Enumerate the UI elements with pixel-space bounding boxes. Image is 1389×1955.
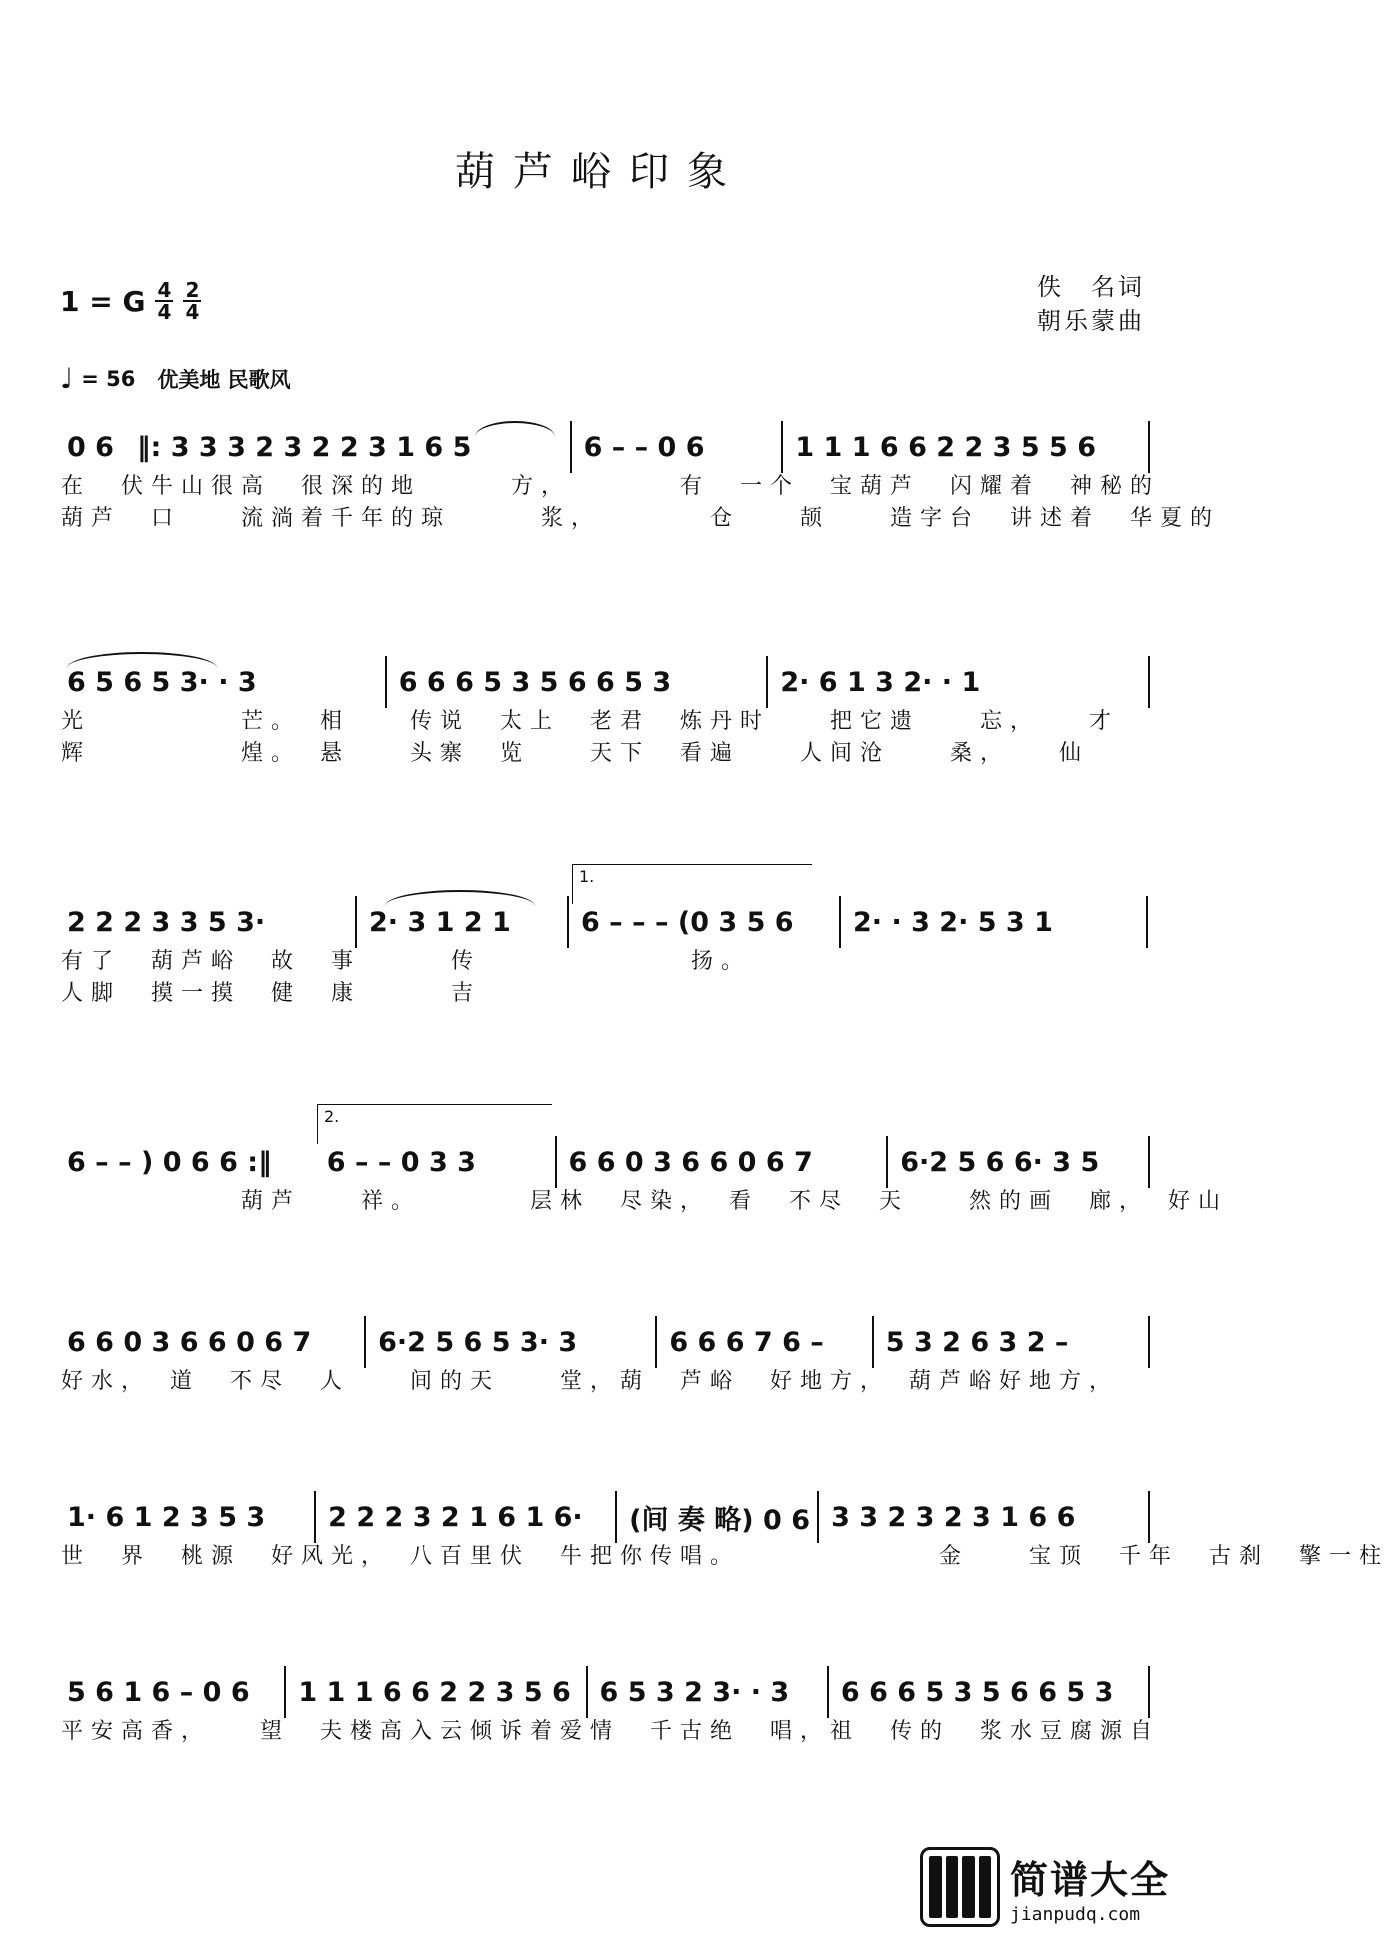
expression-text: 优美地 民歌风 (157, 367, 291, 392)
piano-keys-icon (920, 1847, 1000, 1927)
page-title: 葫芦峪印象 (455, 149, 745, 195)
tempo-marking (60, 362, 291, 395)
lyrics-verse-1: 好水， 道 不尽 人 间的天 堂，葫 芦峪 好地方， 葫芦峪好地方， (61, 1369, 1120, 1394)
notes-row (55, 900, 1150, 944)
score-system-6 (55, 1495, 1389, 1571)
site-logo[interactable] (920, 1839, 1170, 1935)
lyrics-verse-1: 在 伏牛山很高 很深的地 方， 有 一个 宝葫芦 闪耀着 神秘的 (61, 474, 1161, 499)
lyrics-verse-2: 辉 煌。 悬 头寨 览 天下 看遍 人间沧 桑， 仙 (61, 741, 1090, 766)
notes-row (55, 1670, 1150, 1714)
lyrics-verse-1: 平安高香， 望 夫楼高入云倾诉着爱情 千古绝 唱，祖 传的 浆水豆腐源自 (61, 1719, 1161, 1744)
measure: 6 6 6 5 3 5 6 6 5 3 (840, 1676, 1114, 1708)
measure: 6·2 5 6 5 3· 3 (378, 1326, 578, 1358)
notes-row (55, 1320, 1150, 1364)
measure: 6 – – – (0 3 5 6 (581, 906, 794, 938)
measure: 1· 6 1 2 3 5 3 (67, 1501, 266, 1533)
lyrics-verse-1: 葫芦 祥。 层林 尽染， 看 不尽 天 然的画 廊， 好山 (61, 1189, 1229, 1214)
logo-name: 简谱大全 (1010, 1858, 1171, 1902)
lyrics-verse-2: 葫芦 口 流淌着千年的琼 浆， 仓 颉 造字台 讲述着 华夏的 (61, 506, 1221, 531)
score-system-2 (55, 660, 1150, 768)
measure: 1 1 1 6 6 2 2 3 5 5 6 (795, 431, 1097, 463)
measure: 6 6 6 7 6 – (669, 1326, 824, 1358)
logo-url: jianpudq.com (1010, 1904, 1141, 1925)
measure: 5 6 1 6 – 0 6 (67, 1676, 250, 1708)
measure: 6 5 6 5 3· · 3 (67, 666, 257, 698)
lyricist-credit: 佚 名词 (1037, 273, 1145, 301)
quarter-note-icon: ♩ (60, 362, 74, 395)
key-signature (60, 280, 201, 322)
notes-row (55, 1140, 1150, 1184)
measure: 2· 3 1 2 1 (369, 906, 511, 938)
measure: 6 6 6 5 3 5 6 6 5 3 (398, 666, 672, 698)
measure: 6 6 0 3 6 6 0 6 7 (67, 1326, 312, 1358)
measure: ‖: 3 3 3 2 3 2 2 3 1 6 5 (137, 431, 472, 463)
measure: 6 – – 0 3 3 (326, 1146, 476, 1178)
notes-row (55, 660, 1150, 704)
measure: 6 6 0 3 6 6 0 6 7 (568, 1146, 813, 1178)
measure: (间 奏 略) 0 6 (629, 1504, 810, 1536)
lyrics-verse-2: 人脚 摸一摸 健 康 吉 (61, 981, 482, 1006)
tempo-value: = 56 (81, 366, 136, 391)
measure: 2 2 2 3 2 1 6 1 6· (328, 1501, 583, 1533)
notes-row (55, 1495, 1150, 1539)
lyrics-verse-1: 世 界 桃源 好风光， 八百里伏 牛把你传唱。 金 宝顶 千年 古刹 擎一柱 (61, 1544, 1389, 1569)
measure: 6 – – ) 0 6 6 :‖ (67, 1146, 272, 1178)
score-system-5 (55, 1320, 1150, 1396)
key-label: 1 = G (60, 284, 146, 318)
notes-row (55, 425, 1150, 469)
measure: 0 6 (67, 431, 114, 463)
measure: 2· · 3 2· 5 3 1 (853, 906, 1053, 938)
score-system-4 (55, 1107, 1229, 1216)
measure: 2· 6 1 3 2· · 1 (780, 666, 981, 698)
score-system-1 (55, 425, 1221, 533)
measure: 3 3 2 3 2 3 1 6 6 (831, 1501, 1076, 1533)
score-system-3 (55, 867, 1150, 1008)
composer-credit: 朝乐蒙曲 (1037, 307, 1145, 335)
time-signature-4-4: $\frac{4}{4}$ (155, 280, 173, 322)
credits (1037, 270, 1145, 338)
measure: 6·2 5 6 6· 3 5 (900, 1146, 1100, 1178)
measure: 1 1 1 6 6 2 2 3 5 6 (298, 1676, 571, 1708)
measure: 6 5 3 2 3· · 3 (599, 1676, 790, 1708)
score-system-7 (55, 1670, 1161, 1746)
time-signature-2-4: $\frac{2}{4}$ (183, 280, 201, 322)
second-ending-bracket: 2. (317, 1104, 552, 1144)
lyrics-verse-1: 光 芒。 相 传说 太上 老君 炼丹时 把它遗 忘， 才 (61, 709, 1120, 734)
measure: 6 – – 0 6 (583, 431, 705, 463)
measure: 2 2 2 3 3 5 3· (67, 906, 266, 938)
lyrics-verse-1: 有了 葫芦峪 故 事 传 扬。 (61, 949, 752, 974)
first-ending-bracket: 1. (572, 864, 812, 904)
measure: 5 3 2 6 3 2 – (885, 1326, 1069, 1358)
